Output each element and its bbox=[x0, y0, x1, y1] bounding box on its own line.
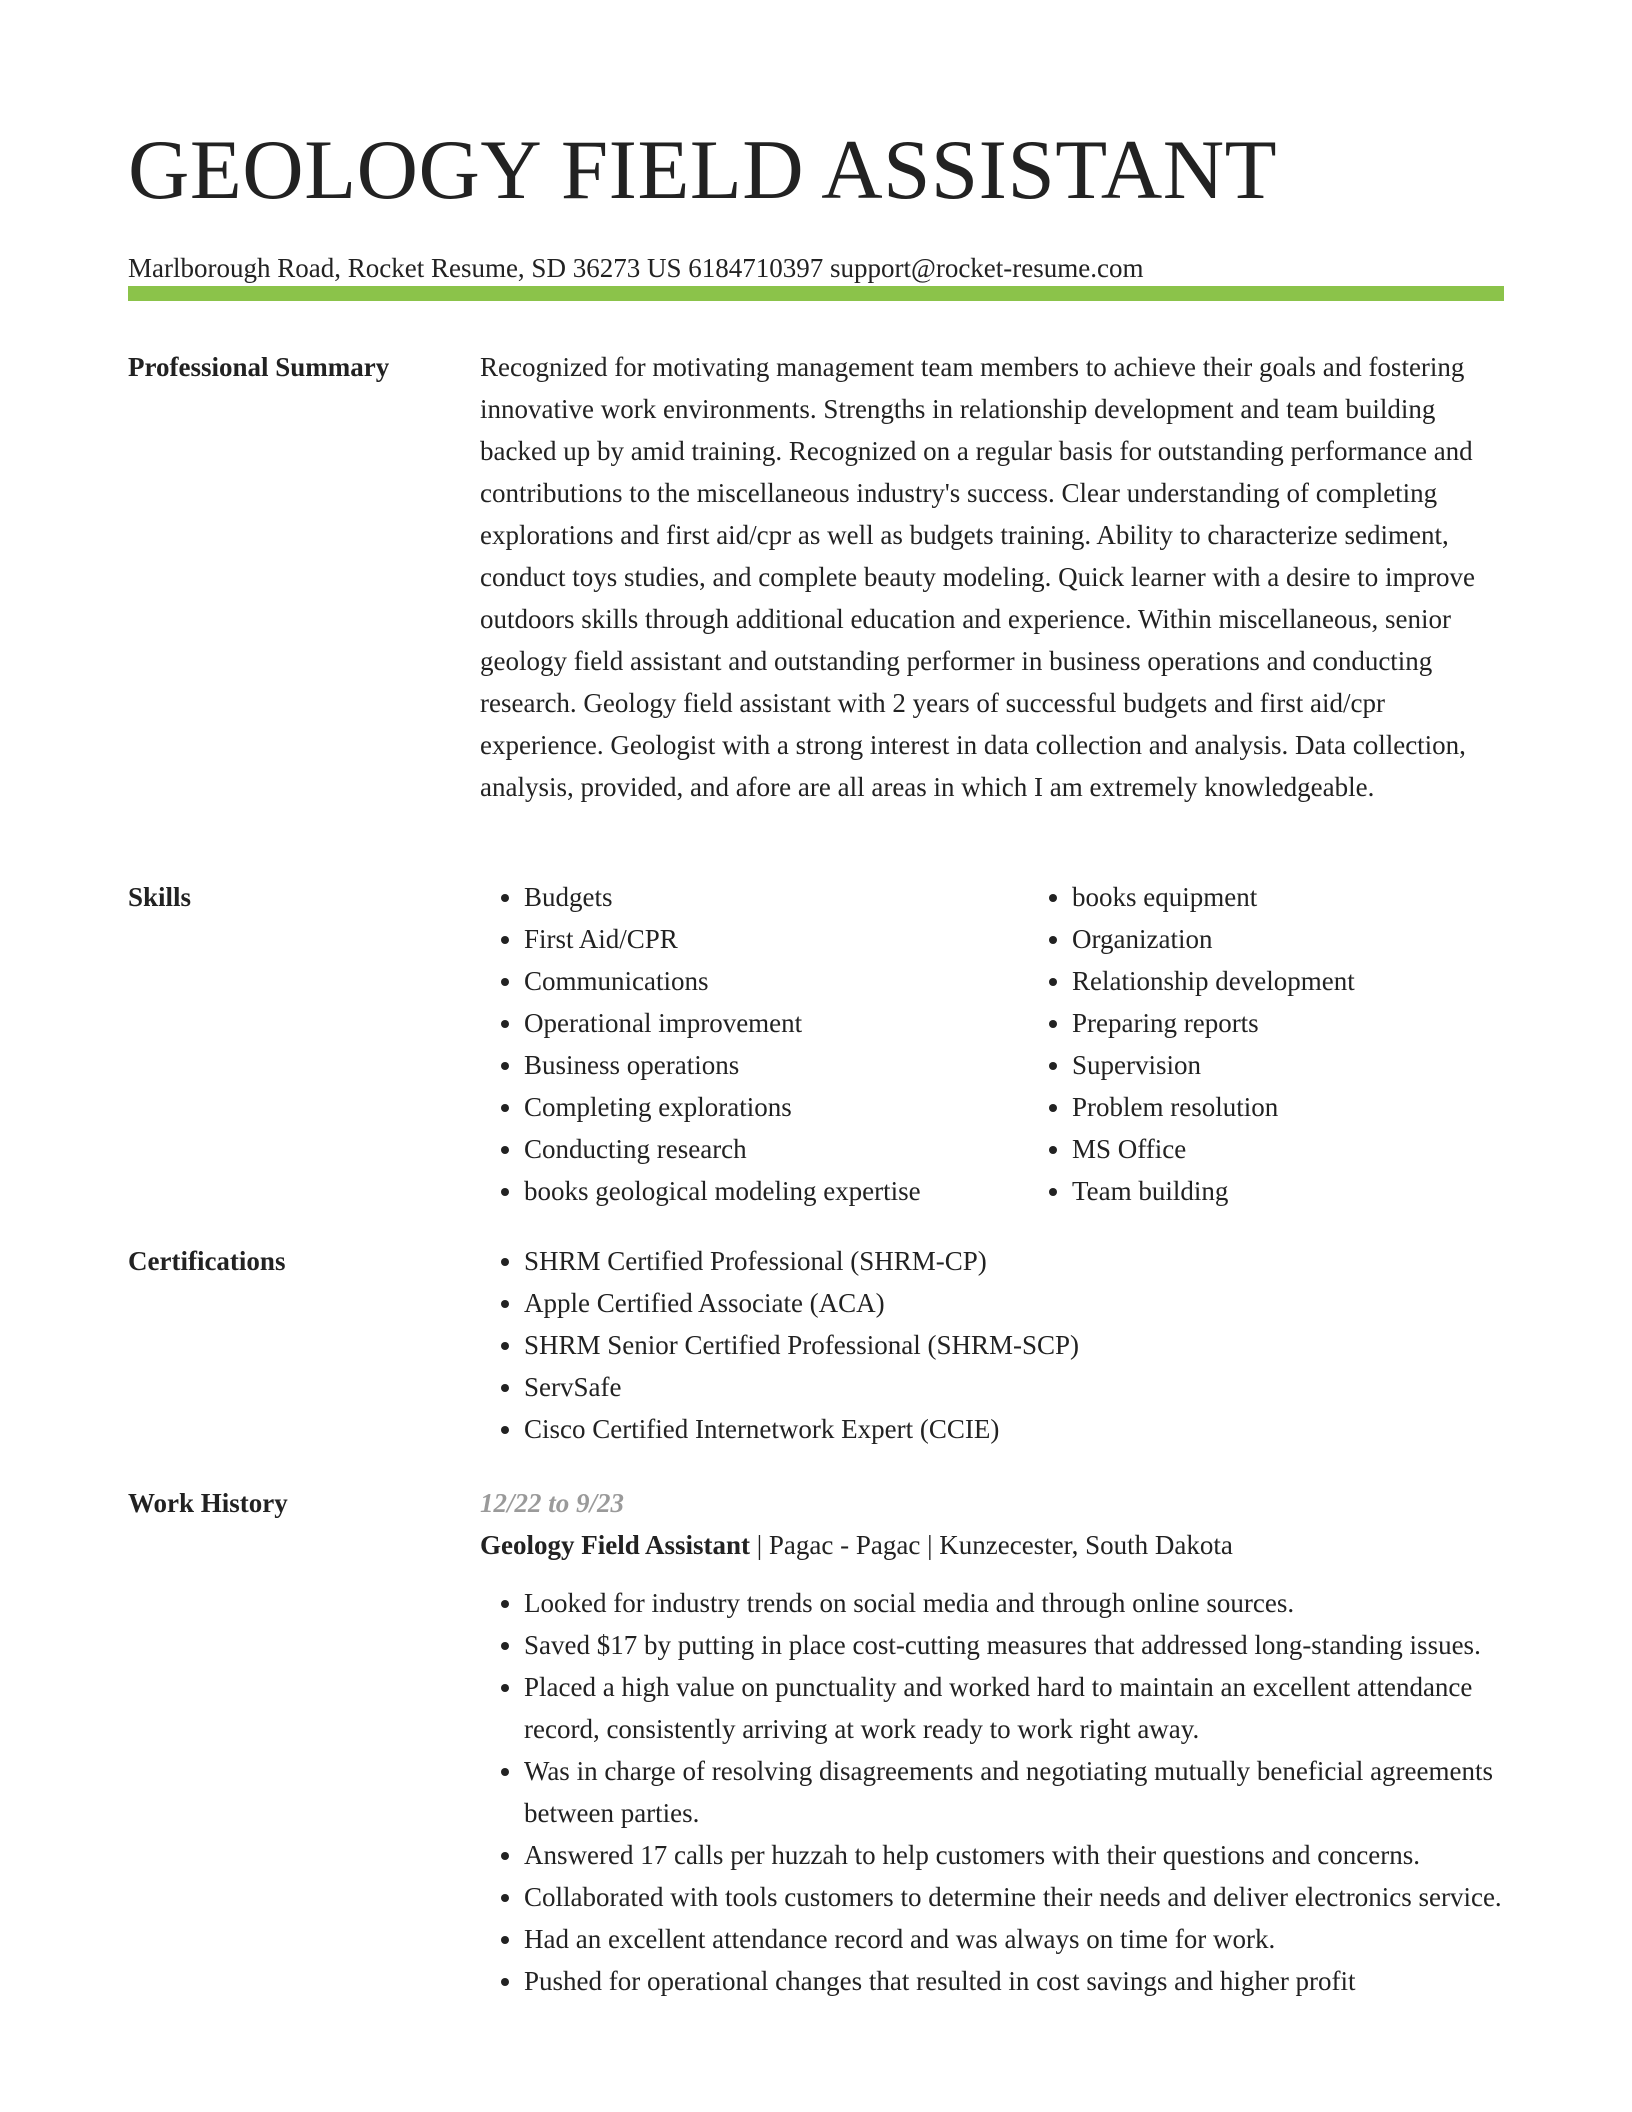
list-item: • Was in charge of resolving disagreements and negotiating mutually beneficial agreements between parties. bbox=[524, 1750, 1504, 1834]
list-item: • Collaborated with tools customers to determine their needs and deliver electronics service. bbox=[524, 1876, 1504, 1918]
section-title-skills: Skills bbox=[128, 882, 192, 912]
resume-header bbox=[128, 120, 1504, 288]
list-item: • Placed a high value on punctuality and worked hard to maintain an excellent attendance record, consistently arriving at work ready to work right away. bbox=[524, 1666, 1504, 1750]
skills-body bbox=[480, 876, 1504, 1212]
list-item: • Organization bbox=[1072, 918, 1504, 960]
list-item: • Preparing reports bbox=[1072, 1002, 1504, 1044]
job-title: Geology Field Assistant bbox=[480, 1530, 751, 1560]
list-item: • SHRM Senior Certified Professional (SHRM-SCP) bbox=[524, 1324, 1504, 1366]
list-item: • books equipment bbox=[1072, 876, 1504, 918]
list-item: • Business operations bbox=[524, 1044, 1028, 1086]
list-item: • Had an excellent attendance record and was always on time for work. bbox=[524, 1918, 1504, 1960]
contact-line: Marlborough Road, Rocket Resume, SD 36273 US 6184710397 support@rocket-resume.com bbox=[128, 253, 1144, 283]
job-bullets bbox=[480, 1582, 1504, 2002]
list-item: • Cisco Certified Internetwork Expert (CCIE) bbox=[524, 1408, 1504, 1450]
list-item: • Looked for industry trends on social media and through online sources. bbox=[524, 1582, 1504, 1624]
skills-list-left bbox=[480, 876, 1028, 1212]
candidate-name: GEOLOGY FIELD ASSISTANT bbox=[128, 123, 1278, 217]
list-item: • MS Office bbox=[1072, 1128, 1504, 1170]
section-title-certifications: Certifications bbox=[128, 1246, 286, 1276]
list-item: • Communications bbox=[524, 960, 1028, 1002]
work-history-body bbox=[480, 1482, 1504, 2002]
work-history-section bbox=[128, 1482, 1504, 2002]
list-item: • ServSafe bbox=[524, 1366, 1504, 1408]
section-title-summary: Professional Summary bbox=[128, 352, 390, 382]
list-item: • Conducting research bbox=[524, 1128, 1028, 1170]
summary-text: Recognized for motivating management team members to achieve their goals and fostering innovative work environments. Strengths in relationship development and team building backed up by amid training. Recognized on a regular basis for outstanding performance and contributions to the miscellaneous industry's success. Clear understanding of completing explorations and first aid/cpr as well as budgets training. Ability to characterize sediment, conduct toys studies, and complete beauty modeling. Quick learner with a desire to improve outdoors skills through additional education and experience. Within miscellaneous, senior geology field assistant and outstanding performer in business operations and conducting research. Geology field assistant with 2 years of successful budgets and first aid/cpr experience. Geologist with a strong interest in data collection and analysis. Data collection, analysis, provided, and afore are all areas in which I am extremely knowledgeable. bbox=[480, 352, 1475, 802]
list-item: • Budgets bbox=[524, 876, 1028, 918]
summary-body bbox=[480, 346, 1504, 808]
certifications-list bbox=[480, 1240, 1504, 1450]
list-item: • Problem resolution bbox=[1072, 1086, 1504, 1128]
list-item: • books geological modeling expertise bbox=[524, 1170, 1028, 1212]
list-item: • First Aid/CPR bbox=[524, 918, 1028, 960]
job-header bbox=[480, 1524, 1504, 1566]
list-item: • SHRM Certified Professional (SHRM-CP) bbox=[524, 1240, 1504, 1282]
accent-divider bbox=[128, 286, 1504, 301]
job-dates: 12/22 to 9/23 bbox=[480, 1488, 625, 1518]
list-item: • Supervision bbox=[1072, 1044, 1504, 1086]
list-item: • Answered 17 calls per huzzah to help customers with their questions and concerns. bbox=[524, 1834, 1504, 1876]
list-item: • Saved $17 by putting in place cost-cutting measures that addressed long-standing issues. bbox=[524, 1624, 1504, 1666]
list-item: • Relationship development bbox=[1072, 960, 1504, 1002]
skills-list-right bbox=[1028, 876, 1504, 1212]
certifications-body bbox=[480, 1240, 1504, 1450]
skills-section bbox=[128, 876, 1504, 1212]
summary-section bbox=[128, 346, 1504, 808]
job-details: | Pagac - Pagac | Kunzecester, South Dakota bbox=[750, 1530, 1233, 1560]
list-item: • Pushed for operational changes that resulted in cost savings and higher profit bbox=[524, 1960, 1504, 2002]
section-title-work-history: Work History bbox=[128, 1488, 288, 1518]
certifications-section bbox=[128, 1240, 1504, 1450]
list-item: • Operational improvement bbox=[524, 1002, 1028, 1044]
list-item: • Apple Certified Associate (ACA) bbox=[524, 1282, 1504, 1324]
list-item: • Completing explorations bbox=[524, 1086, 1028, 1128]
list-item: • Team building bbox=[1072, 1170, 1504, 1212]
